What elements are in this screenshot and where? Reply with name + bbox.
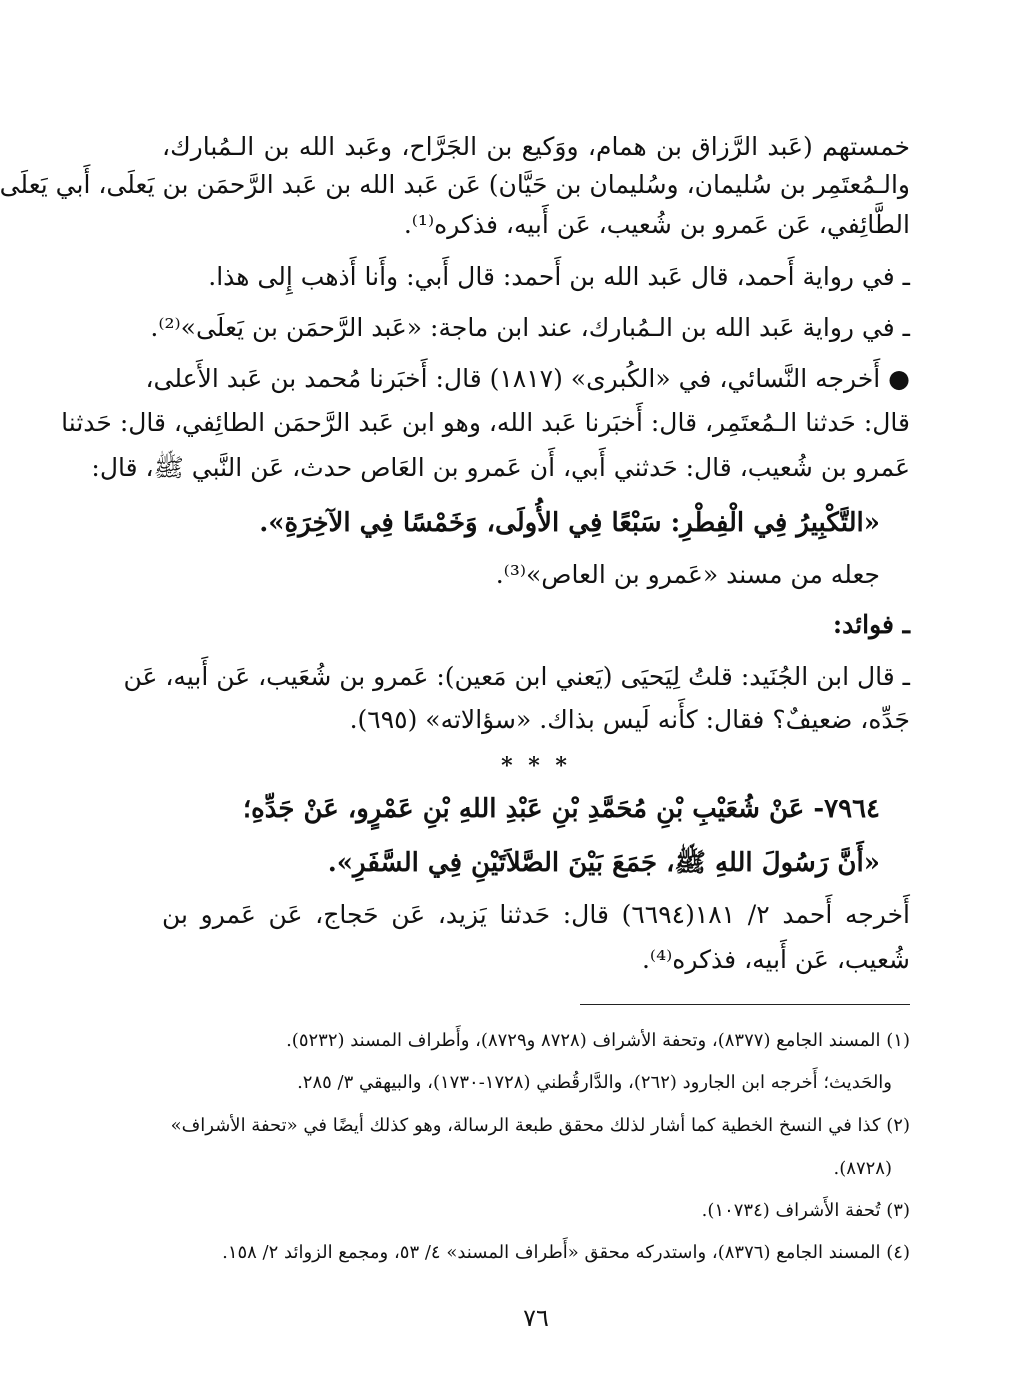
text-line: قال: حَدثنا الـمُعتَمِر، قال: أَخبَرنا عَبد الله، وهو ابن عَبد الرَّحمَن الطائِفي، قال: حَدثنا [61, 408, 910, 437]
hadith-text: «التَّكْبِيرُ فِي الْفِطْرِ: سَبْعًا فِي الأُولَى، وَخَمْسًا فِي الآخِرَةِ». [259, 508, 880, 538]
footnote: (٤) المسند الجامع (٨٣٧٦)، واستدركه محقق «أَطراف المسند» ٤/ ٥٣، ومجمع الزوائد ٢/ ١٥٨. [222, 1242, 910, 1263]
text-line: ـ قال ابن الجُنَيد: قلتُ لِيَحيَى (يَعني ابن مَعين): عَمرو بن شُعَيب، عَن أَبيه، عَن [123, 662, 910, 691]
text-line: جَدِّه، ضعيفٌ؟ فقال: كأَنه لَيس بذاك. «سؤالاته» (٦٩٥). [349, 705, 910, 734]
text-line: عَمرو بن شُعيب، قال: حَدثني أَبي، أَن عَمرو بن العَاص حدث، عَن النَّبي ﷺ، قال: [91, 453, 910, 482]
hadith-heading: ٧٩٦٤- عَنْ شُعَيْبِ بْنِ مُحَمَّدِ بْنِ عَبْدِ اللهِ بْنِ عَمْرٍو، عَنْ جَدِّهِ؛ [242, 794, 880, 824]
footnote: (٨٧٢٨). [833, 1158, 892, 1179]
text-line: خمستهم (عَبد الرَّزاق بن همام، ووَكيع بن الجَرَّاح، وعَبد الله بن الـمُبارك، [162, 132, 910, 161]
text-line: ● أَخرجه النَّسائي، في «الكُبرى» (١٨١٧) قال: أَخبَرنا مُحمد بن عَبد الأَعلى، [145, 364, 910, 393]
text-line: والـمُعتَمِر بن سُليمان، وسُليمان بن حَيَّان) عَن عَبد الله بن عَبد الرَّحمَن بن يَعلَى، أَبي يَعلَى [0, 170, 910, 199]
footnote: (١) المسند الجامع (٨٣٧٧)، وتحفة الأشراف (٨٧٢٨ و٨٧٢٩)، وأَطراف المسند (٥٢٣٢). [286, 1030, 910, 1051]
footnote: (٣) تُحفة الأَشراف (١٠٧٣٤). [701, 1200, 910, 1221]
page-number: ٧٦ [523, 1304, 549, 1332]
text-line: ـ في رواية عَبد الله بن الـمُبارك، عند ابن ماجة: «عَبد الرَّحمَن بن يَعلَى»⁽²⁾. [150, 313, 910, 342]
section-heading: ـ فوائد: [832, 610, 910, 639]
text-line: جعله من مسند «عَمرو بن العاص»⁽³⁾. [495, 560, 880, 589]
text-line: ـ في رواية أَحمد، قال عَبد الله بن أَحمد: قال أَبي: وأَنا أَذهب إِلى هذا. [208, 262, 910, 291]
text-line: أَخرجه أَحمد ٢/ ١٨١(٦٦٩٤) قال: حَدثنا يَزيد، عَن حَجاج، عَن عَمرو بن [162, 900, 911, 929]
footnote-separator [580, 1004, 910, 1005]
separator-stars: * * * [501, 753, 571, 779]
text-line: شُعيب، عَن أَبيه، فذكره⁽⁴⁾. [641, 945, 910, 974]
footnote: (٢) كذا في النسخ الخطية كما أشار لذلك محقق طبعة الرسالة، وهو كذلك أيضًا في «تحفة الأشراف» [170, 1115, 910, 1136]
footnote: والحَديث؛ أَخرجه ابن الجارود (٢٦٢)، والدَّارقُطني (١٧٢٨-١٧٣٠)، والبيهقي ٣/ ٢٨٥. [297, 1072, 892, 1093]
hadith-text: «أَنَّ رَسُولَ اللهِ ﷺ، جَمَعَ بَيْنَ الصَّلاَتَيْنِ فِي السَّفَرِ». [327, 848, 880, 878]
text-line: الطَّائِفي، عَن عَمرو بن شُعيب، عَن أَبيه، فذكره⁽¹⁾. [403, 210, 910, 239]
